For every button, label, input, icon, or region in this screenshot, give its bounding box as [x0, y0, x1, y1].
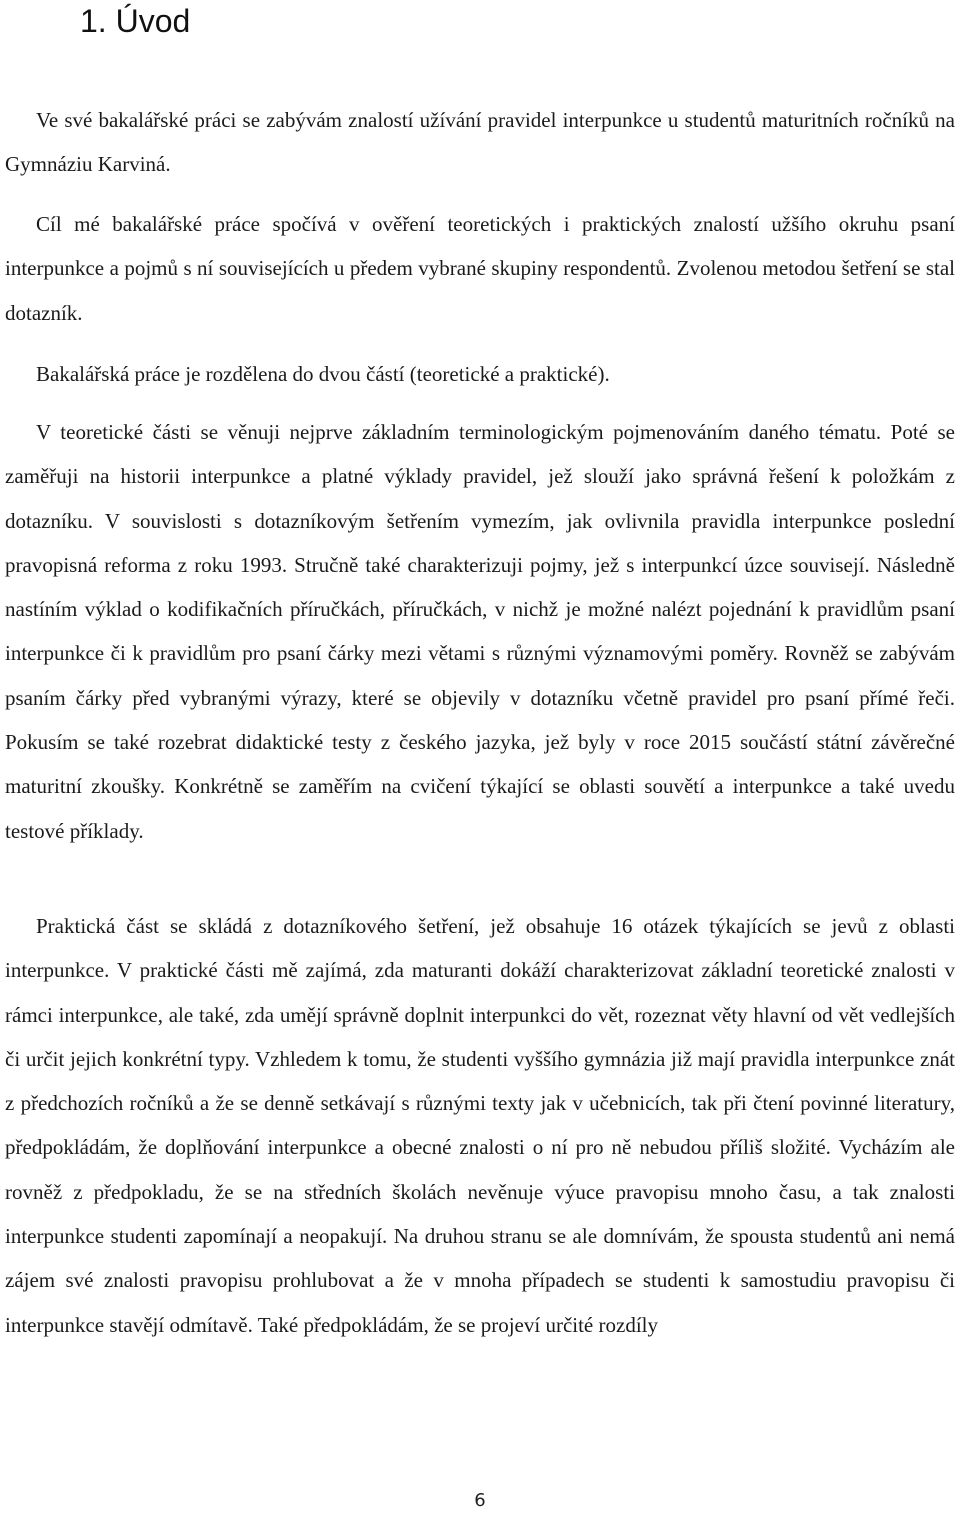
- chapter-heading: 1. Úvod: [80, 3, 191, 39]
- page-number: 6: [474, 1490, 486, 1511]
- paragraph-practice: Praktická část se skládá z dotazníkového šetření, jež obsahuje 16 otázek týkajících se jevů z oblasti interpunkce. V praktické části mě zajímá, zda maturanti dokáží charakterizovat základní teoretické znalosti v rámci interpunkce, ale také, zda umějí správně doplnit interpunkci do vět, rozeznat věty hlavní od vět vedlejších či určit jejich konkrétní typy. Vzhledem k tomu, že studenti vyššího gymnázia již mají pravidla interpunkce znát z předchozích ročníků a že se denně setkávají s různými texty jak v učebnicích, tak při čtení povinné literatury, předpokládám, že doplňování interpunkce a obecné znalosti o ní pro ně nebudou příliš složité. Vycházím ale rovněž z předpokladu, že se na středních školách nevěnuje výuce pravopisu mnoho času, a tak znalosti interpunkce studenti zapomínají a neopakují. Na druhou stranu se ale domnívám, že spousta studentů ani nemá zájem své znalosti pravopisu prohlubovat a že v mnoha případech se studenti k samostudiu pravopisu či interpunkce stavějí odmítavě. Také předpokládám, že se projeví určité rozdíly: [5, 914, 955, 1337]
- paragraph-theory-block: [5, 410, 955, 853]
- paragraph-goal: Cíl mé bakalářské práce spočívá v ověření teoretických i praktických znalostí užšího okruhu psaní interpunkce a pojmů s ní souvisejících u předem vybrané skupiny respondentů. Zvolenou metodou šetření se stal dotazník.: [5, 212, 955, 325]
- paragraph-intro: Ve své bakalářské práci se zabývám znalostí užívání pravidel interpunkce u studentů maturitních ročníků na Gymnáziu Karviná.: [5, 108, 955, 177]
- paragraph-structure-block: [5, 352, 955, 396]
- paragraph-practice-block: [5, 904, 955, 1347]
- paragraph-intro-block: [5, 98, 955, 187]
- paragraph-theory: V teoretické části se věnuji nejprve základním terminologickým pojmenováním daného tématu. Poté se zaměřuji na historii interpunkce a platné výklady pravidel, jež slouží jako správná řešení k položkám z dotazníku. V souvislosti s dotazníkovým šetřením vymezím, jak ovlivnila pravidla interpunkce poslední pravopisná reforma z roku 1993. Stručně také charakterizuji pojmy, jež s interpunkcí úzce souvisejí. Následně nastíním výklad o kodifikačních příručkách, příručkách, v nichž je možné nalézt pojednání k pravidlům psaní interpunkce či k pravidlům pro psaní čárky mezi větami s různými významovými poměry. Rovněž se zabývám psaním čárky před vybranými výrazy, které se objevily v dotazníku včetně pravidel pro psaní přímé řeči. Pokusím se také rozebrat didaktické testy z českého jazyka, jež byly v roce 2015 součástí státní závěrečné maturitní zkoušky. Konkrétně se zaměřím na cvičení týkající se oblasti souvětí a interpunkce a také uvedu testové příklady.: [5, 420, 955, 843]
- paragraph-goal-block: [5, 202, 955, 335]
- paragraph-structure: Bakalářská práce je rozdělena do dvou částí (teoretické a praktické).: [36, 362, 610, 386]
